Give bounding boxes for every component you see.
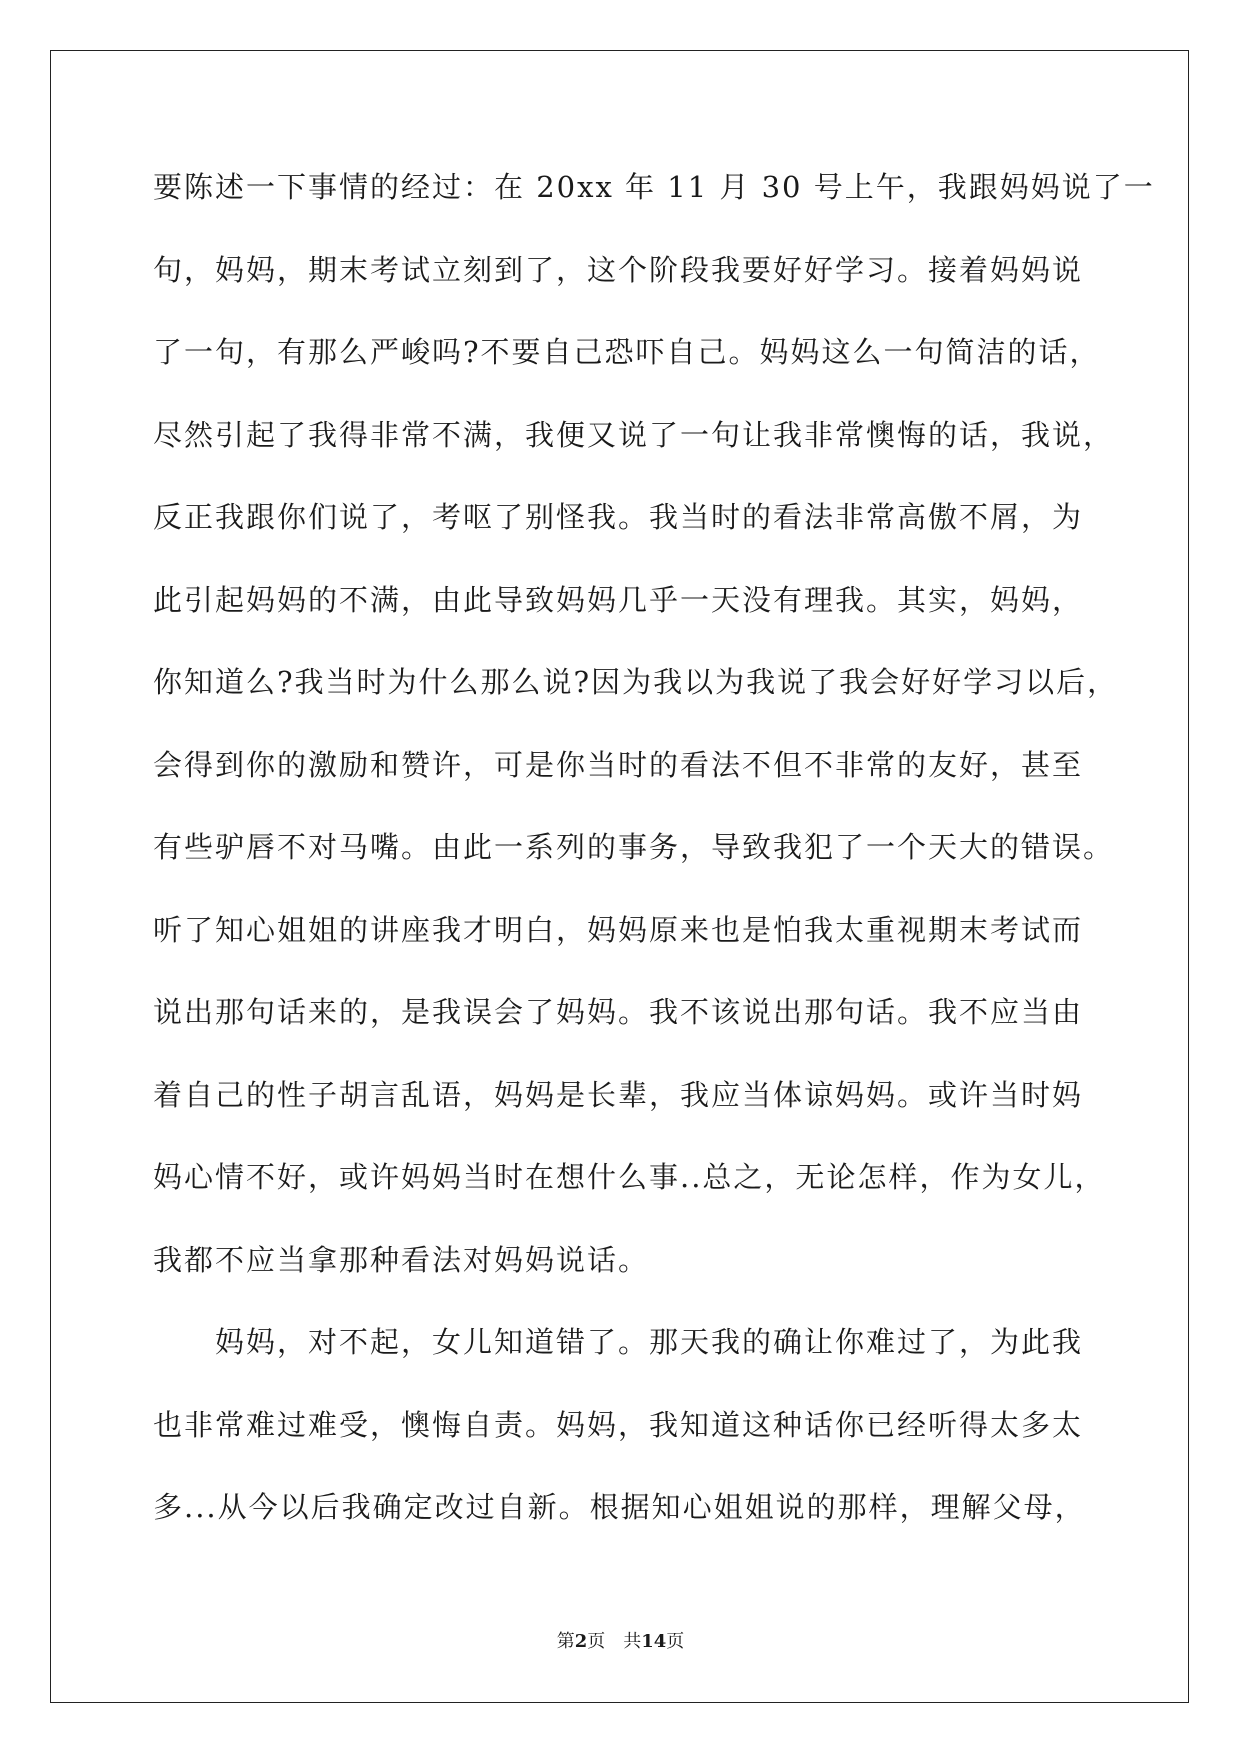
text-line: 此引起妈妈的不满，由此导致妈妈几乎一天没有理我。其实，妈妈， <box>153 582 1084 617</box>
page-number: 2 <box>574 1631 588 1652</box>
total-pages: 14 <box>641 1631 667 1652</box>
page-footer <box>0 1627 1241 1653</box>
text-line: 妈心情不好，或许妈妈当时在想什么事..总之，无论怎样，作为女儿， <box>153 1160 1106 1194</box>
text-line: 多...从今以后我确定改过自新。根据知心姐姐说的那样，理解父母， <box>153 1490 1086 1524</box>
page-prefix: 第 <box>556 1631 575 1652</box>
text-line: 句，妈妈，期末考试立刻到了，这个阶段我要好好学习。接着妈妈说 <box>153 252 1084 287</box>
text-line: 要陈述一下事情的经过：在 20xx 年 11 月 30 号上午，我跟妈妈说了一 <box>153 170 1155 204</box>
document-body <box>153 163 1155 1566</box>
text-line: 着自己的性子胡言乱语，妈妈是长辈，我应当体谅妈妈。或许当时妈 <box>153 1077 1084 1112</box>
text-line: 我都不应当拿那种看法对妈妈说话。 <box>153 1242 650 1277</box>
text-line: 反正我跟你们说了，考呕了别怪我。我当时的看法非常高傲不屑，为 <box>153 500 1084 534</box>
paragraph-start-line: 妈妈，对不起，女儿知道错了。那天我的确让你难过了，为此我 <box>215 1325 1084 1359</box>
total-prefix: 共 <box>623 1631 642 1652</box>
text-line: 也非常难过难受，懊悔自责。妈妈，我知道这种话你已经听得太多太 <box>153 1407 1084 1442</box>
text-line: 你知道么?我当时为什么那么说?因为我以为我说了我会好好学习以后， <box>153 665 1119 699</box>
page-suffix: 页 <box>587 1631 606 1652</box>
text-line: 了一句，有那么严峻吗?不要自己恐吓自己。妈妈这么一句简洁的话， <box>153 335 1101 369</box>
total-suffix: 页 <box>666 1631 685 1652</box>
text-line: 尽然引起了我得非常不满，我便又说了一句让我非常懊悔的话，我说， <box>153 417 1115 452</box>
text-line: 有些驴唇不对马嘴。由此一系列的事务，导致我犯了一个天大的错误。 <box>153 830 1115 864</box>
text-line: 会得到你的激励和赞许，可是你当时的看法不但不非常的友好，甚至 <box>153 747 1084 782</box>
text-line: 听了知心姐姐的讲座我才明白，妈妈原来也是怕我太重视期末考试而 <box>153 912 1084 947</box>
text-line: 说出那句话来的，是我误会了妈妈。我不该说出那句话。我不应当由 <box>153 995 1084 1029</box>
